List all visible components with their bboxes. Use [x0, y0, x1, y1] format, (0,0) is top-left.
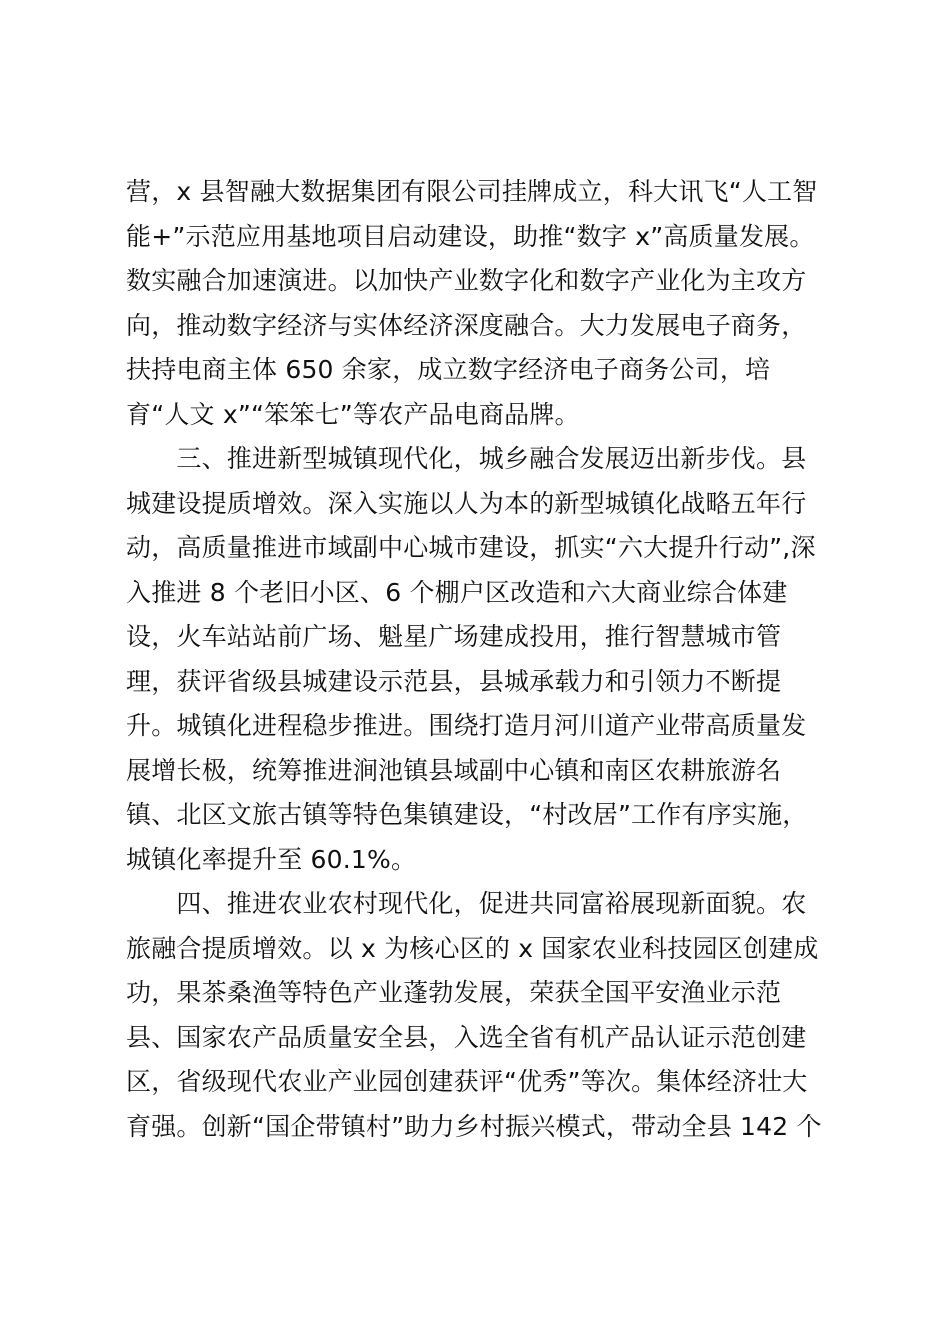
paragraph-digital-economy [126, 170, 836, 437]
text-line: 入推进 8 个老旧小区、6 个棚户区改造和六大商业综合体建 [126, 577, 788, 607]
text-line: 功，果茶桑渔等特色产业蓬勃发展，荣获全国平安渔业示范 [126, 978, 782, 1007]
text-line: 四、推进农业农村现代化，促进共同富裕展现新面貌。农 [126, 889, 807, 918]
body-text [126, 170, 836, 1149]
text-line: 县、国家农产品质量安全县，入选全省有机产品认证示范创建 [126, 1022, 807, 1052]
text-line: 三、推进新型城镇现代化，城乡融合发展迈出新步伐。县 [126, 444, 807, 473]
text-line: 数实融合加速演进。以加快产业数字化和数字产业化为主攻方 [126, 266, 807, 295]
text-line: 区，省级现代农业产业园创建获评“优秀”等次。集体经济壮大 [126, 1067, 808, 1096]
text-line: 展增长极，统筹推进涧池镇县域副中心镇和南区农耕旅游名 [126, 755, 782, 785]
text-line: 动，高质量推进市域副中心城市建设，抓实“六大提升行动”,深 [126, 533, 816, 562]
text-line: 城镇化率提升至 60.1%。 [126, 844, 417, 874]
paragraph-urbanization [126, 437, 836, 882]
text-line: 能+”示范应用基地项目启动建设，助推“数字 x”高质量发展。 [126, 221, 815, 251]
text-line: 镇、北区文旅古镇等特色集镇建设，“村改居”工作有序实施， [126, 800, 808, 829]
text-line: 扶持电商主体 650 余家，成立数字经济电子商务公司，培 [126, 355, 771, 384]
text-line: 营，x 县智融大数据集团有限公司挂牌成立，科大讯飞“人工智 [126, 177, 818, 206]
text-line: 理，获评省级县城建设示范县，县城承载力和引领力不断提 [126, 666, 782, 696]
text-line: 旅融合提质增效。以 x 为核心区的 x 国家农业科技园区创建成 [126, 933, 819, 963]
paragraph-agriculture [126, 882, 836, 1149]
text-line: 向，推动数字经济与实体经济深度融合。大力发展电子商务， [126, 310, 807, 340]
text-line: 育强。创新“国企带镇村”助力乡村振兴模式，带动全县 142 个 [126, 1111, 822, 1141]
text-line: 城建设提质增效。深入实施以人为本的新型城镇化战略五年行 [126, 488, 807, 518]
text-line: 升。城镇化进程稳步推进。围绕打造月河川道产业带高质量发 [126, 711, 807, 740]
text-line: 育“人文 x”“笨笨七”等农产品电商品牌。 [126, 399, 580, 429]
text-line: 设，火车站站前广场、魁星广场建成投用，推行智慧城市管 [126, 622, 782, 651]
